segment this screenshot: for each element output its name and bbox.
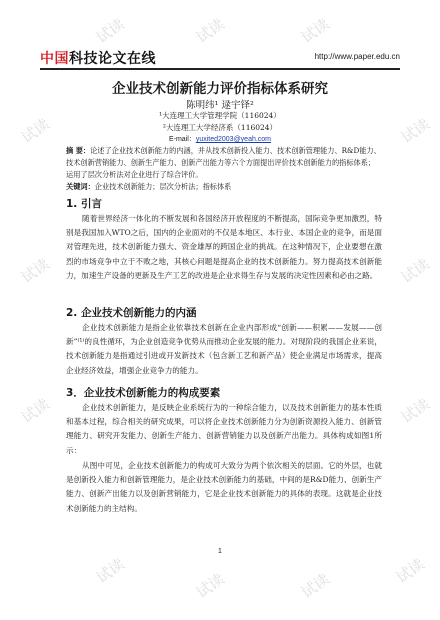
affiliation-1: ¹大连理工大学管理学院（116024） xyxy=(159,111,281,120)
abstract-label: 摘 要： xyxy=(66,146,91,155)
affiliation-2: ²大连理工大学经济系（116024） xyxy=(162,123,278,132)
watermark: 试读 xyxy=(92,14,128,47)
section-heading: 3．企业技术创新能力的构成要素 xyxy=(66,387,221,399)
paragraph: 企业技术创新能力是指企业依靠技术创新在企业内部形成“创新——积累——发展——创新”⁽¹⁾的良性循环，为企业创造竞争优势从而推动企业发展的能力。对现阶段的我国企业来说，技术创新能力是指通过引进或开发新技术（包含新工艺和新产品）使企业满足市场需求，提高企业经济效益，增强企业竞争力的能力。 xyxy=(66,323,382,375)
watermark: 试读 xyxy=(17,394,53,427)
watermark: 试读 xyxy=(92,554,128,587)
paper-title: 企业技术创新能力评价指标体系研究 xyxy=(112,81,328,97)
keywords-text: 企业技术创新能力；层次分析法；指标体系 xyxy=(94,182,232,191)
page-header xyxy=(40,46,400,68)
abstract xyxy=(66,145,382,181)
watermark: 试读 xyxy=(17,114,53,147)
watermark: 试读 xyxy=(297,14,333,47)
paragraph: 随着世界经济一体化的不断发展和各国经济开放程度的不断提高，国际竞争更加激烈，特别是我国加入WTO之后，国内的企业面对的不仅是本地区、本行业、本国企业的竞争，而是面对管理先进，技术创新能力强大、资金雄厚的跨国企业的挑战。在这种情况下，企业要想在激烈的市场竞争中立于不败之地，其核心问题是提高企业的技术创新能力。努力提高技术创新能力，加速生产设备的更新及生产工艺的改进是企业求得生存与发展的决定性因素和必由之路。 xyxy=(66,214,382,280)
site-url[interactable]: http://www.paper.edu.cn xyxy=(314,52,400,61)
keywords-label: 关键词： xyxy=(66,182,95,191)
watermark: 试读 xyxy=(192,569,228,602)
logo-red-text: 中国 xyxy=(40,51,69,67)
header-rule xyxy=(40,68,400,70)
paragraph: 从图中可见，企业技术创新能力的构成可大致分为两个依次相关的层面。它的外层，也就是创新投入能力和创新管理能力，是企业技术创新能力的基础，中间的是R&D能力、创新生产能力、创新产出能力以及创新营销能力，它是企业技术创新能力的具体的表现。这就是企业技术创新能力的主结构。 xyxy=(66,461,382,513)
email-link[interactable]: yuxited2003@yeah.com xyxy=(195,136,272,143)
site-logo[interactable] xyxy=(40,48,156,68)
keywords xyxy=(66,182,382,192)
abstract-text: 论述了企业技术创新能力的内涵，并从技术创新投入能力、技术创新管理能力、R&D能力、技术创新营销能力、创新生产能力、创新产出能力等六个方面提出评价技术创新能力的指标体系；运用了层次分析法对企业进行了综合评价。 xyxy=(66,146,381,179)
watermark: 试读 xyxy=(297,569,333,602)
watermark: 试读 xyxy=(397,254,433,287)
page-number: 1 xyxy=(218,548,222,555)
section-heading: 1. 引言 xyxy=(66,198,102,210)
watermark: 试读 xyxy=(17,254,53,287)
email-line xyxy=(0,134,440,144)
email-label: E-mail： xyxy=(168,136,196,143)
watermark: 试读 xyxy=(192,14,228,47)
logo-black-text: 科技论文在线 xyxy=(69,51,156,67)
authors: 陈明纬¹ 逯宇铎² xyxy=(186,100,254,111)
paragraph: 企业技术创新能力，是反映企业系统行为的一种综合能力，以及技术创新能力的基本性质和基本过程，综合相关的研究成果，可以将企业技术创新能力分为创新资源投入能力、创新管理能力、研究开发能力、创新生产能力、创新营销能力以及创新产出能力。具体构成如图1所示： xyxy=(66,403,382,455)
section-heading: 2. 企业技术创新能力的内涵 xyxy=(66,307,197,319)
watermark: 试读 xyxy=(392,554,428,587)
watermark: 试读 xyxy=(397,394,433,427)
watermark: 试读 xyxy=(397,114,433,147)
